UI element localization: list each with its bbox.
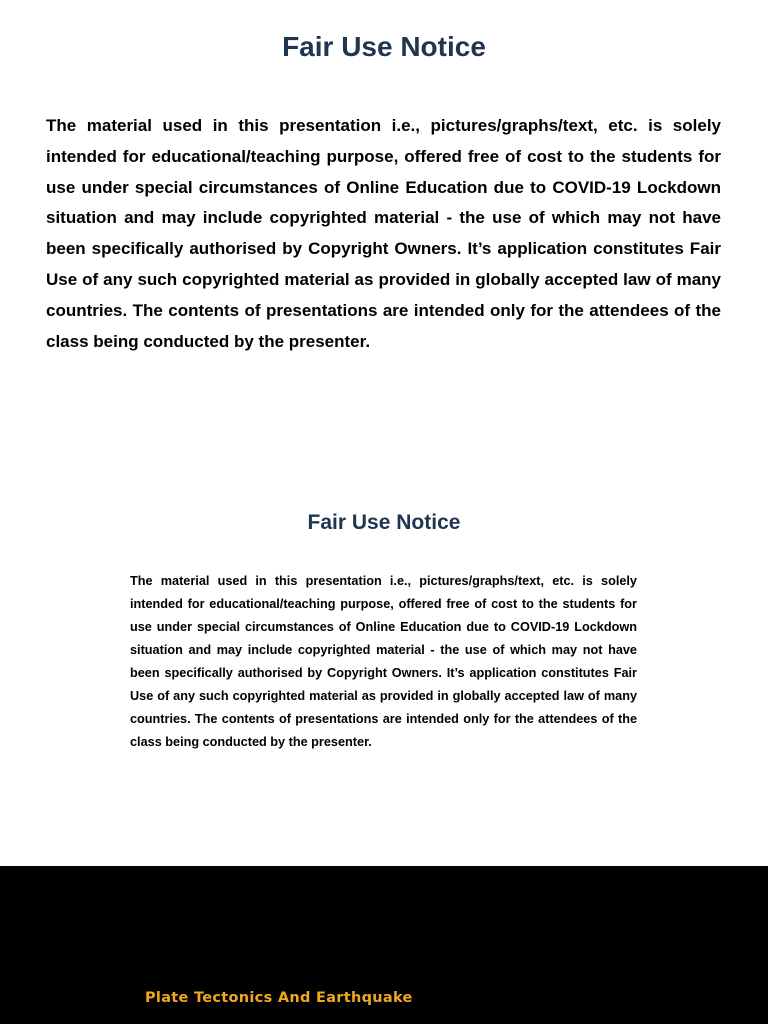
next-slide-title-band xyxy=(0,866,768,1024)
fair-use-notice-slide-small xyxy=(0,500,768,800)
fair-use-notice-slide-large xyxy=(0,0,768,430)
notice-body-small: The material used in this presentation i.e., pictures/graphs/text, etc. is solely intended for educational/teaching purpose, offered free of cost to the students for use under special circumstances of Online Education due to COVID-19 Lockdown situation and may include copyrighted material - the use of which may not have been specifically authorised by Copyright Owners. It’s application constitutes Fair Use of any such copyrighted material as provided in globally accepted law of many countries. The contents of presentations are intended only for the attendees of the class being conducted by the presenter. xyxy=(130,574,637,749)
notice-title: Fair Use Notice xyxy=(282,31,486,62)
notice-title-small: Fair Use Notice xyxy=(307,511,461,534)
notice-body: The material used in this presentation i.e., pictures/graphs/text, etc. is solely intended for educational/teaching purpose, offered free of cost to the students for use under special circumstances of Online Education due to COVID-19 Lockdown situation and may include copyrighted material - the use of which may not have been specifically authorised by Copyright Owners. It’s application constitutes Fair Use of any such copyrighted material as provided in globally accepted law of many countries. The contents of presentations are intended only for the attendees of the class being conducted by the presenter. xyxy=(46,116,721,351)
presentation-title: Plate Tectonics And Earthquake xyxy=(145,990,413,1006)
